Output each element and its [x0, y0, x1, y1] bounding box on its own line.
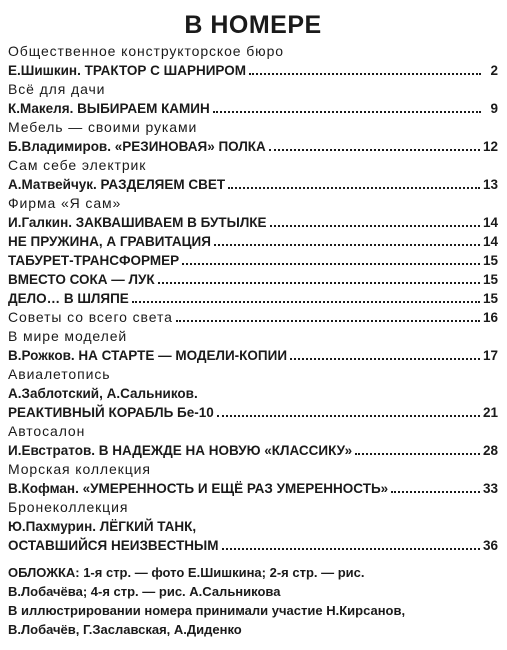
toc-entry [8, 441, 498, 460]
section-heading: В мире моделей [8, 328, 128, 344]
article-title: А.Заблотский, А.Сальников. [8, 386, 198, 401]
toc-entry [8, 213, 498, 232]
article-title: Е.Шишкин. ТРАКТОР С ШАРНИРОМ [8, 63, 246, 78]
toc-entry [8, 403, 498, 422]
toc-entry [8, 384, 498, 403]
page-number: 2 [490, 63, 498, 78]
article-title: Б.Владимиров. «РЕЗИНОВАЯ» ПОЛКА [8, 139, 266, 154]
page-number: 33 [482, 481, 498, 496]
page-number: 14 [482, 215, 498, 230]
section-heading: Авиалетопись [8, 366, 111, 382]
page-number: 15 [482, 253, 498, 268]
dot-leader [158, 270, 480, 284]
article-title: К.Макеля. ВЫБИРАЕМ КАМИН [8, 101, 210, 116]
article-title: НЕ ПРУЖИНА, А ГРАВИТАЦИЯ [8, 234, 211, 249]
article-title: ОСТАВШИЙСЯ НЕИЗВЕСТНЫМ [8, 538, 219, 553]
article-title: РЕАКТИВНЫЙ КОРАБЛЬ Бе-10 [8, 405, 214, 420]
dot-leader [355, 441, 480, 455]
toc-entry [8, 232, 498, 251]
credits-notes [8, 563, 498, 639]
dot-leader [290, 346, 480, 360]
dot-leader [391, 479, 480, 493]
article-title: ВМЕСТО СОКА — ЛУК [8, 272, 155, 287]
section-heading: Всё для дачи [8, 81, 106, 97]
toc-entry [8, 479, 498, 498]
contents-page [8, 8, 498, 639]
page-number: 16 [482, 310, 498, 325]
section-heading: Общественное конструкторское бюро [8, 43, 284, 59]
dot-leader [249, 61, 481, 75]
toc-entry [8, 289, 498, 308]
page-title: В НОМЕРЕ [184, 11, 322, 39]
toc-entry [8, 346, 498, 365]
page-number: 13 [482, 177, 498, 192]
toc-entry [8, 536, 498, 555]
dot-leader [228, 175, 480, 189]
section-heading: Сам себе электрик [8, 157, 147, 173]
section-heading: Автосалон [8, 423, 86, 439]
article-title: И.Евстратов. В НАДЕЖДЕ НА НОВУЮ «КЛАССИКУ» [8, 443, 353, 458]
page-number: 14 [482, 234, 498, 249]
dot-leader [270, 213, 480, 227]
page-number: 21 [482, 405, 498, 420]
toc-entry [8, 99, 498, 118]
dot-leader [269, 137, 480, 151]
toc-entry [8, 61, 498, 80]
dot-leader [132, 289, 480, 303]
dot-leader [213, 99, 481, 113]
dot-leader [214, 232, 480, 246]
credits-line: ОБЛОЖКА: 1-я стр. — фото Е.Шишкина; 2-я стр. — рис. [8, 565, 365, 580]
credits-line: В.Лобачёв, Г.Заславская, А.Диденко [8, 622, 242, 637]
page-number: 15 [482, 291, 498, 306]
article-title: В.Рожков. НА СТАРТЕ — МОДЕЛИ-КОПИИ [8, 348, 288, 363]
section-heading: Мебель — своими руками [8, 119, 198, 135]
page-number: 9 [490, 101, 498, 116]
section-heading: Советы со всего света [8, 309, 173, 325]
toc-entry [8, 270, 498, 289]
section-heading: Морская коллекция [8, 461, 151, 477]
credits-line: В иллюстрировании номера принимали участие Н.Кирсанов, [8, 603, 406, 618]
dot-leader [182, 251, 480, 265]
toc-entry [8, 175, 498, 194]
dot-leader [222, 536, 480, 550]
article-title: И.Галкин. ЗАКВАШИВАЕМ В БУТЫЛКЕ [8, 215, 267, 230]
page-number: 36 [482, 538, 498, 553]
credits-line: В.Лобачёва; 4-я стр. — рис. А.Сальникова [8, 584, 281, 599]
page-number: 15 [482, 272, 498, 287]
page-number: 12 [482, 139, 498, 154]
dot-leader [217, 403, 480, 417]
dot-leader [176, 308, 480, 322]
toc-entry [8, 137, 498, 156]
section-heading: Бронеколлекция [8, 499, 129, 515]
toc-entry [8, 251, 498, 270]
article-title: ТАБУРЕТ-ТРАНСФОРМЕР [8, 253, 180, 268]
page-number: 28 [482, 443, 498, 458]
toc-entry [8, 308, 498, 327]
section-heading: Фирма «Я сам» [8, 195, 122, 211]
article-title: Ю.Пахмурин. ЛЁГКИЙ ТАНК, [8, 519, 197, 534]
article-title: А.Матвейчук. РАЗДЕЛЯЕМ СВЕТ [8, 177, 226, 192]
article-title: ДЕЛО… В ШЛЯПЕ [8, 291, 129, 306]
toc-entry [8, 517, 498, 536]
article-title: В.Кофман. «УМЕРЕННОСТЬ И ЕЩЁ РАЗ УМЕРЕННОСТЬ» [8, 481, 389, 496]
table-of-contents [8, 42, 498, 555]
page-number: 17 [482, 348, 498, 363]
